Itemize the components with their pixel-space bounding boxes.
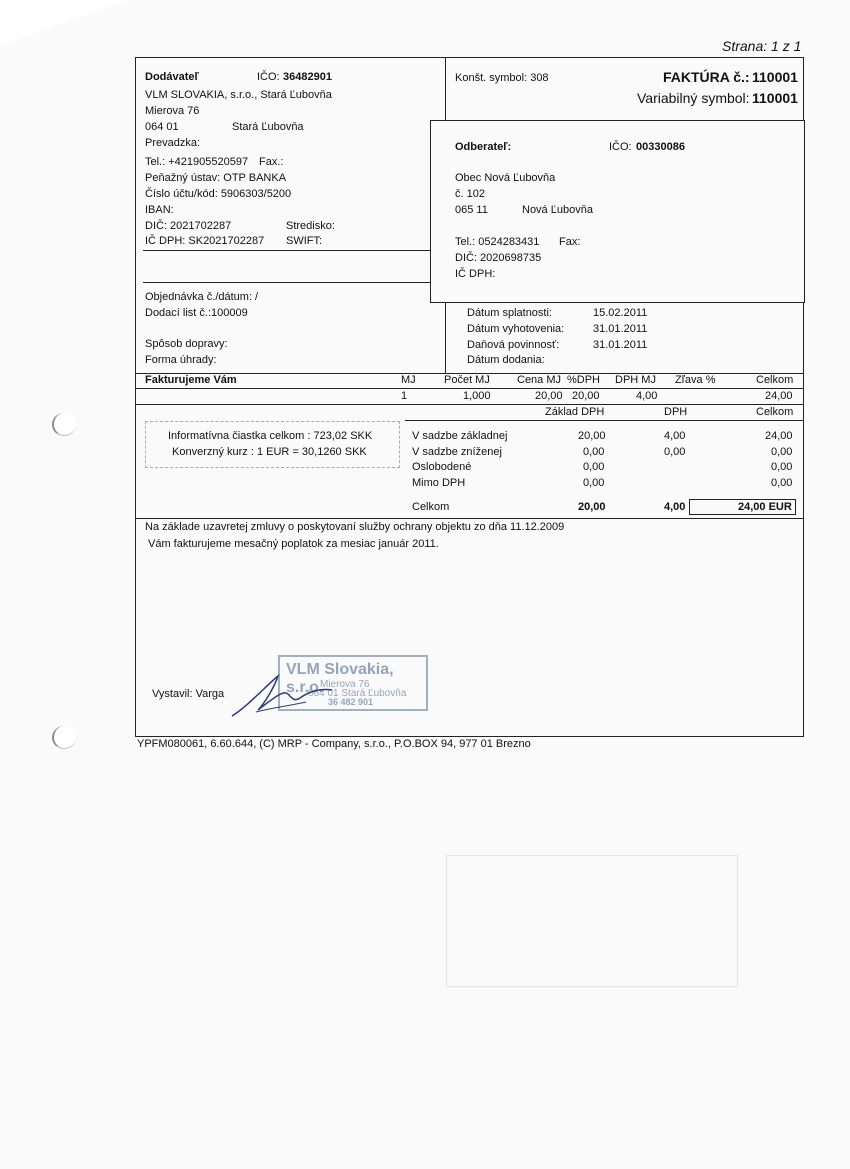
payment-method: Forma úhrady:: [145, 354, 217, 366]
page-number: Strana: 1 z 1: [722, 38, 802, 54]
folded-corner: [0, 0, 128, 46]
supplier-tel: Tel.: +421905520597: [145, 156, 249, 168]
cell-cena: 20,00: [535, 390, 563, 402]
supplier-icdph: IČ DPH: SK2021702287: [145, 235, 265, 247]
summary-col-dph: DPH: [664, 406, 688, 418]
supplier-heading: Dodávateľ: [145, 71, 199, 83]
total-zaklad: 20,00: [578, 501, 606, 513]
bleed-through: [446, 855, 738, 987]
customer-dic: DIČ: 2020698735: [455, 252, 542, 264]
col-header-dph-pct: %DPH: [567, 374, 601, 386]
date-label: Daňová povinnosť:: [467, 339, 560, 351]
supplier-city: Stará Ľubovňa: [232, 121, 304, 133]
invoice-title: FAKTÚRA č.:: [663, 69, 750, 85]
cell-celkom: 24,00: [765, 390, 793, 402]
date-label: Dátum vyhotovenia:: [467, 323, 565, 335]
customer-tel: Tel.: 0524283431: [455, 236, 540, 248]
customer-icdph: IČ DPH:: [455, 268, 496, 280]
customer-ico-label: IČO:: [609, 141, 632, 153]
transport-method: Spôsob dopravy:: [145, 338, 228, 350]
supplier-bank: Peňažný ústav: OTP BANKA: [145, 172, 287, 184]
cell-dph-mj: 4,00: [636, 390, 658, 402]
supplier-swift: SWIFT:: [286, 235, 323, 247]
invoice-number: 110001: [752, 69, 798, 85]
summary-row-label: Mimo DPH: [412, 477, 466, 489]
summary-row-label: Oslobodené: [412, 461, 472, 473]
summary-row-zaklad: 0,00: [583, 446, 605, 458]
summary-row-celkom: 0,00: [771, 477, 793, 489]
customer-fax: Fax:: [559, 236, 581, 248]
info-box: [145, 421, 400, 468]
summary-header-rule: [405, 420, 804, 421]
col-header-celkom: Celkom: [756, 374, 794, 386]
info-amount: Informatívna čiastka celkom : 723,02 SKK: [168, 430, 373, 442]
summary-row-dph: 4,00: [664, 430, 686, 442]
table-bottom-rule: [135, 404, 804, 405]
summary-row-label: V sadzbe zníženej: [412, 446, 502, 458]
variable-symbol-value: 110001: [752, 90, 798, 106]
customer-zip: 065 11: [455, 204, 488, 216]
total-label: Celkom: [412, 501, 450, 513]
cell-dph-pct: 20,00: [572, 390, 600, 402]
customer-city: Nová Ľubovňa: [522, 204, 593, 216]
col-header-pocet: Počet MJ: [444, 374, 490, 386]
table-header-rule: [135, 388, 804, 389]
date-value: 31.01.2011: [593, 323, 648, 335]
stamp-line: Mierova 76: [320, 679, 370, 690]
note-line: Vám fakturujeme mesačný poplatok za mesiac január 2011.: [148, 538, 439, 550]
total-celkom: 24,00 EUR: [738, 501, 792, 513]
punch-hole: [52, 726, 76, 749]
supplier-separator: [143, 282, 430, 283]
summary-row-celkom: 0,00: [771, 461, 793, 473]
summary-row-zaklad: 20,00: [578, 430, 606, 442]
date-label: Dátum dodania:: [467, 354, 545, 366]
cell-pocet: 1,000: [463, 390, 491, 402]
supplier-separator: [143, 250, 430, 251]
date-value: 15.02.2011: [593, 307, 648, 319]
summary-row-celkom: 24,00: [765, 430, 793, 442]
info-rate: Konverzný kurz : 1 EUR = 30,1260 SKK: [172, 446, 367, 458]
date-value: 31.01.2011: [593, 339, 648, 351]
date-label: Dátum splatnosti:: [467, 307, 552, 319]
supplier-ico-label: IČO:: [257, 71, 280, 83]
order-number: Objednávka č./dátum: /: [145, 291, 259, 303]
col-header-dph-mj: DPH MJ: [615, 374, 656, 386]
customer-ico-value: 00330086: [636, 141, 685, 153]
supplier-dic: DIČ: 2021702287: [145, 220, 232, 232]
supplier-street: Mierova 76: [145, 105, 200, 117]
signature-scribble: [228, 668, 348, 720]
supplier-prevadzka: Prevadzka:: [145, 137, 201, 149]
summary-row-celkom: 0,00: [771, 446, 793, 458]
supplier-zip: 064 01: [145, 121, 179, 133]
variable-symbol-label: Variabilný symbol:: [637, 90, 750, 106]
customer-street: č. 102: [455, 188, 485, 200]
footer-text: YPFM080061, 6.60.644, (C) MRP - Company, s.r.o., P.O.BOX 94, 977 01 Brezno: [137, 738, 531, 750]
summary-row-dph: 0,00: [664, 446, 686, 458]
summary-col-zaklad: Základ DPH: [545, 406, 605, 418]
col-header-mj: MJ: [401, 374, 416, 386]
supplier-fax: Fax.:: [259, 156, 284, 168]
supplier-name: VLM SLOVAKIA, s.r.o., Stará Ľubovňa: [145, 89, 332, 101]
note-rule: [135, 518, 804, 519]
issued-by: Vystavil: Varga: [152, 688, 225, 700]
col-header-desc: Fakturujeme Vám: [145, 374, 237, 386]
col-header-cena: Cena MJ: [517, 374, 562, 386]
summary-row-label: V sadzbe základnej: [412, 430, 508, 442]
note-line: Na základe uzavretej zmluvy o poskytovaní služby ochrany objektu zo dňa 11.12.2009: [145, 521, 565, 533]
stamp-line: 064 01 Stará Ľubovňa: [308, 688, 407, 699]
supplier-ico-value: 36482901: [283, 71, 332, 83]
summary-row-zaklad: 0,00: [583, 461, 605, 473]
stamp-line: VLM Slovakia, s.r.o.: [286, 661, 394, 696]
supplier-iban: IBAN:: [145, 204, 174, 216]
punch-hole: [52, 413, 76, 436]
supplier-account: Číslo účtu/kód: 5906303/5200: [145, 188, 292, 200]
total-dph: 4,00: [664, 501, 686, 513]
stamp-line: 36 482 901: [328, 697, 374, 707]
customer-name: Obec Nová Ľubovňa: [455, 172, 556, 184]
cell-mj: 1: [401, 390, 408, 402]
col-header-zlava: Zľava %: [675, 374, 716, 386]
delivery-note: Dodací list č.:100009: [145, 307, 248, 319]
customer-heading: Odberateľ:: [455, 141, 512, 153]
summary-col-celkom: Celkom: [756, 406, 794, 418]
summary-row-zaklad: 0,00: [583, 477, 605, 489]
supplier-stredisko: Stredisko:: [286, 220, 335, 232]
konst-symbol: Konšt. symbol: 308: [455, 72, 549, 84]
